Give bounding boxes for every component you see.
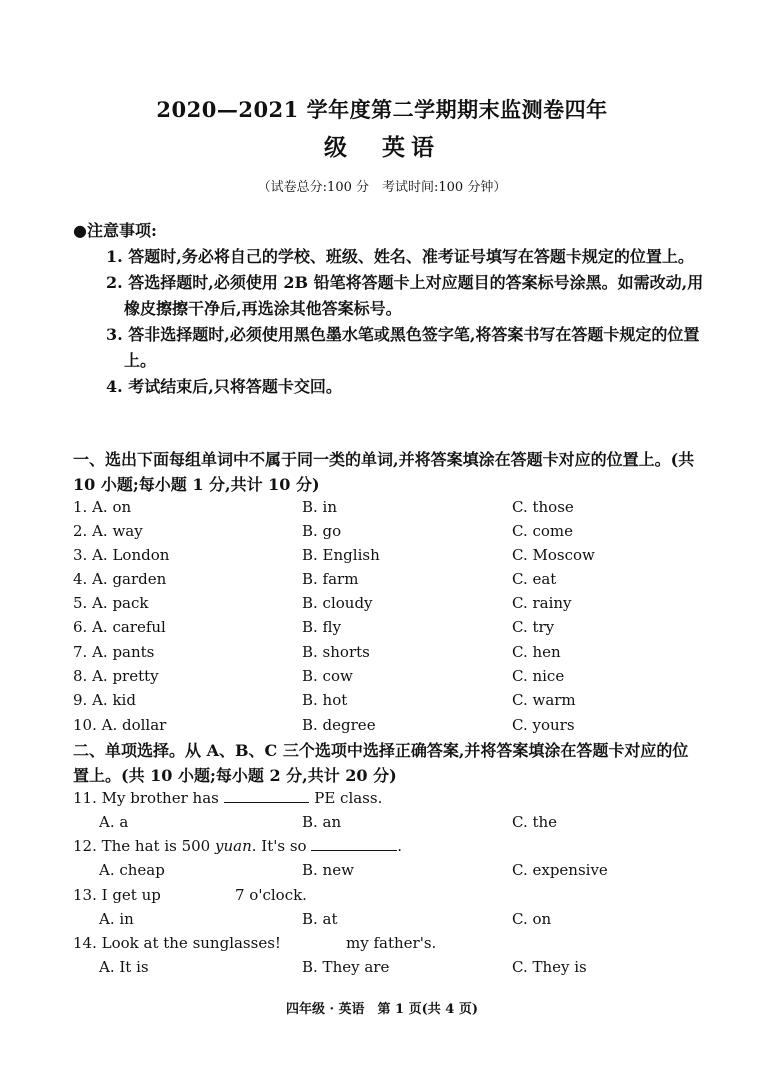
option-c: C. try [512,618,555,636]
stem-post: . [397,837,402,855]
option-b: B. cloudy [302,594,373,612]
notice-heading: ●注意事项: [73,221,157,240]
notice-list [106,244,706,400]
option-a: 9. A. kid [73,691,136,709]
option-c: C. come [512,522,574,540]
exam-title-line2: 级 英语 [324,134,440,161]
option-b: B. in [302,498,338,516]
option-a: 7. A. pants [73,643,155,661]
option-a: 2. A. way [73,522,143,540]
question-row [73,591,713,615]
option-b: B. They are [302,958,390,976]
stem-mid: . It's so [251,837,307,855]
option-b: B. new [302,861,354,879]
notice-item: 4. 考试结束后,只将答题卡交回。 [106,377,342,396]
option-a: A. a [99,813,129,831]
option-a: 4. A. garden [73,570,167,588]
notice-item: 2. 答选择题时,必须使用 2B 铅笔将答题卡上对应题目的答案标号涂黑。如需改动,用橡皮擦擦干净后,再选涂其他答案标号。 [106,273,704,318]
question-row [73,615,713,639]
option-a: 6. A. careful [73,618,166,636]
question-text [73,834,402,858]
question-row [73,519,713,543]
option-a: 8. A. pretty [73,667,159,685]
stem-pre: 11. My brother has [73,789,219,807]
notice-item: 1. 答题时,务必将自己的学校、班级、姓名、准考证号填写在答题卡规定的位置上。 [106,247,694,266]
option-b: B. cow [302,667,353,685]
option-b: B. English [302,546,380,564]
question-stem [73,834,713,858]
question-row [73,543,713,567]
exam-meta: （试卷总分:100 分 考试时间:100 分钟） [257,180,507,195]
question-row [73,713,713,737]
question-stem [73,931,713,955]
option-c: C. Moscow [512,546,595,564]
page-footer: 四年级 · 英语 第 1 页(共 4 页) [285,1002,479,1017]
option-a: 5. A. pack [73,594,149,612]
stem-post: 7 o'clock. [235,886,307,904]
option-c: C. those [512,498,574,516]
question-text [73,786,382,810]
question-row [73,495,713,519]
question-row [73,688,713,712]
exam-title-line1: 2020—2021 学年度第二学期期末监测卷四年 [156,97,608,122]
option-c: C. They is [512,958,587,976]
stem-post: my father's. [346,934,437,952]
option-a: A. cheap [99,861,165,879]
option-c: C. expensive [512,861,608,879]
question-row [73,640,713,664]
option-b: B. go [302,522,342,540]
question-row [73,664,713,688]
question-options [73,810,713,834]
stem-pre: 14. Look at the sunglasses! [73,934,281,952]
option-b: B. farm [302,570,359,588]
option-a: 10. A. dollar [73,716,167,734]
option-a: 1. A. on [73,498,132,516]
answer-blank [311,834,397,851]
option-b: B. degree [302,716,376,734]
option-b: B. hot [302,691,348,709]
stem-post: PE class. [314,789,383,807]
option-b: B. shorts [302,643,370,661]
answer-blank [224,786,310,803]
question-stem [73,883,713,907]
option-c: C. eat [512,570,557,588]
option-c: C. on [512,910,552,928]
question-options [73,955,713,979]
option-a: A. in [99,910,134,928]
question-stem [73,786,713,810]
option-c: C. hen [512,643,561,661]
stem-pre: 12. The hat is 500 [73,837,211,855]
stem-italic: yuan [215,837,252,855]
stem-pre: 13. I get up [73,886,161,904]
option-a: A. It is [99,958,149,976]
option-c: C. rainy [512,594,572,612]
option-b: B. fly [302,618,342,636]
section2-heading: 二、单项选择。从 A、B、C 三个选项中选择正确答案,并将答案填涂在答题卡对应的位置上。(共 10 小题;每小题 2 分,共计 20 分) [73,741,689,785]
option-b: B. at [302,910,338,928]
option-a: 3. A. London [73,546,170,564]
option-c: C. yours [512,716,575,734]
option-b: B. an [302,813,342,831]
option-c: C. nice [512,667,565,685]
question-options [73,858,713,882]
question-options [73,907,713,931]
option-c: C. warm [512,691,576,709]
question-row [73,567,713,591]
option-c: C. the [512,813,558,831]
notice-item: 3. 答非选择题时,必须使用黑色墨水笔或黑色签字笔,将答案书写在答题卡规定的位置上。 [106,325,700,370]
section1-heading: 一、选出下面每组单词中不属于同一类的单词,并将答案填涂在答题卡对应的位置上。(共 10 小题;每小题 1 分,共计 10 分) [73,450,695,494]
